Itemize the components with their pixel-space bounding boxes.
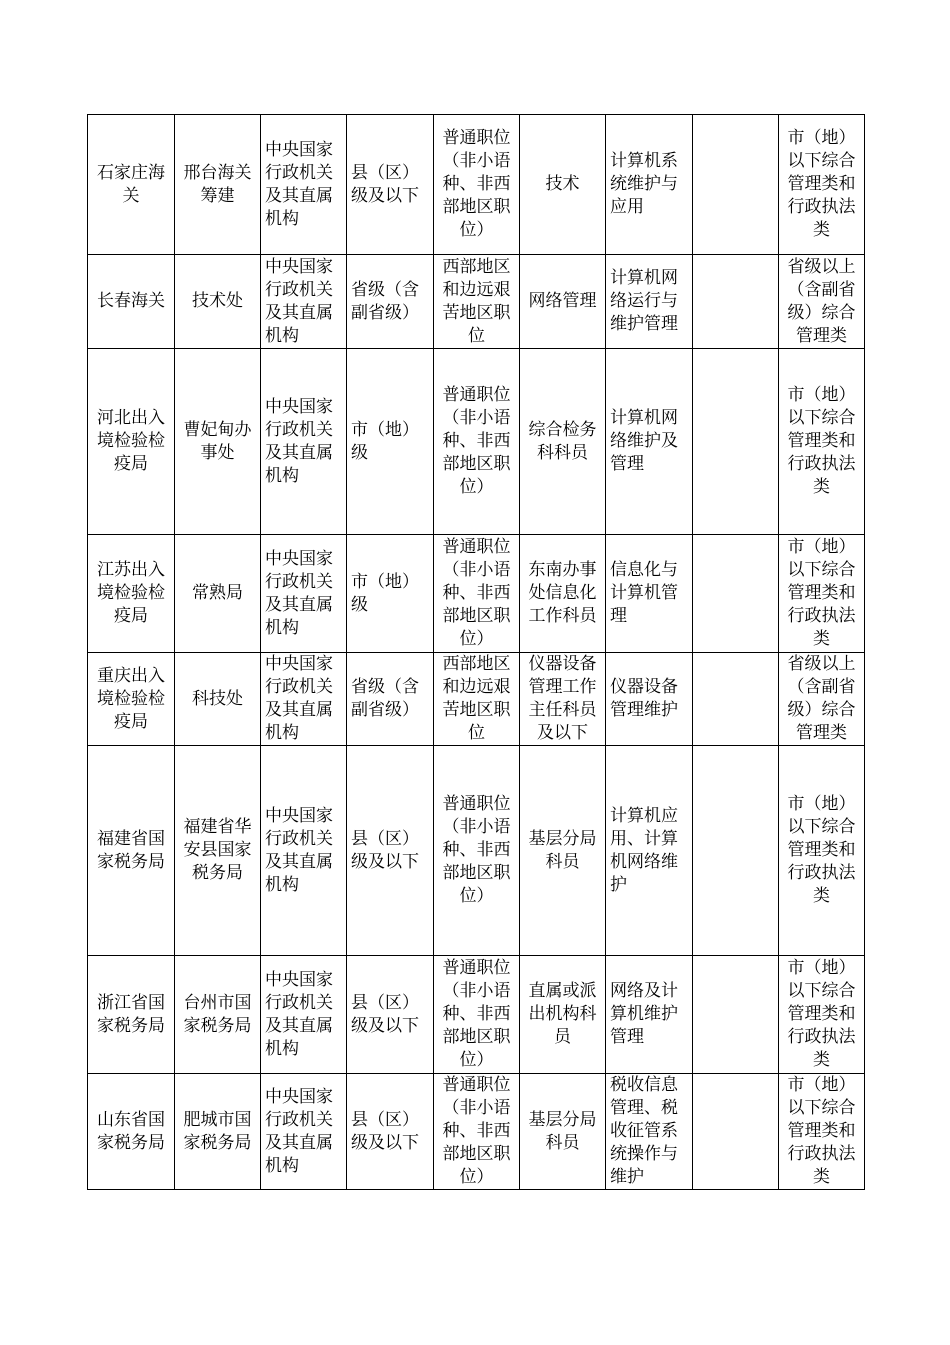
department-cell: 肥城市国家税务局 (175, 1074, 261, 1190)
blank-cell (693, 349, 779, 535)
admin-level-cell: 县（区）级及以下 (347, 956, 434, 1074)
exam-category-cell: 市（地）以下综合管理类和行政执法类 (779, 535, 865, 653)
job-description-cell: 计算机网络维护及管理 (606, 349, 693, 535)
job-description-cell: 网络及计算机维护管理 (606, 956, 693, 1074)
position-type-cell: 普通职位（非小语种、非西部地区职位） (434, 349, 520, 535)
agency-level-cell: 中央国家行政机关及其直属机构 (261, 653, 347, 746)
admin-level-cell: 市（地）级 (347, 349, 434, 535)
table-row (88, 653, 865, 746)
position-type-cell: 西部地区和边远艰苦地区职位 (434, 255, 520, 349)
admin-level-cell: 县（区）级及以下 (347, 1074, 434, 1190)
table-row (88, 349, 865, 535)
admin-level-cell: 县（区）级及以下 (347, 115, 434, 255)
position-name-cell: 技术 (520, 115, 606, 255)
table-body (88, 115, 865, 1190)
agency-level-cell: 中央国家行政机关及其直属机构 (261, 956, 347, 1074)
employer-cell: 江苏出入境检验检疫局 (88, 535, 175, 653)
exam-category-cell: 市（地）以下综合管理类和行政执法类 (779, 956, 865, 1074)
employer-cell: 河北出入境检验检疫局 (88, 349, 175, 535)
department-cell: 福建省华安县国家税务局 (175, 746, 261, 956)
table-row (88, 115, 865, 255)
exam-category-cell: 省级以上（含副省级）综合管理类 (779, 653, 865, 746)
exam-category-cell: 市（地）以下综合管理类和行政执法类 (779, 746, 865, 956)
agency-level-cell: 中央国家行政机关及其直属机构 (261, 255, 347, 349)
table-row (88, 1074, 865, 1190)
agency-level-cell: 中央国家行政机关及其直属机构 (261, 349, 347, 535)
department-cell: 曹妃甸办事处 (175, 349, 261, 535)
job-description-cell: 计算机应用、计算机网络维护 (606, 746, 693, 956)
position-name-cell: 综合检务科科员 (520, 349, 606, 535)
employer-cell: 山东省国家税务局 (88, 1074, 175, 1190)
table-row (88, 255, 865, 349)
table-row (88, 746, 865, 956)
blank-cell (693, 115, 779, 255)
admin-level-cell: 县（区）级及以下 (347, 746, 434, 956)
position-type-cell: 普通职位（非小语种、非西部地区职位） (434, 115, 520, 255)
exam-category-cell: 市（地）以下综合管理类和行政执法类 (779, 1074, 865, 1190)
table-row (88, 535, 865, 653)
position-type-cell: 西部地区和边远艰苦地区职位 (434, 653, 520, 746)
job-description-cell: 计算机系统维护与应用 (606, 115, 693, 255)
agency-level-cell: 中央国家行政机关及其直属机构 (261, 1074, 347, 1190)
department-cell: 技术处 (175, 255, 261, 349)
department-cell: 常熟局 (175, 535, 261, 653)
employer-cell: 重庆出入境检验检疫局 (88, 653, 175, 746)
position-name-cell: 直属或派出机构科员 (520, 956, 606, 1074)
exam-category-cell: 市（地）以下综合管理类和行政执法类 (779, 349, 865, 535)
blank-cell (693, 653, 779, 746)
department-cell: 邢台海关筹建 (175, 115, 261, 255)
exam-category-cell: 省级以上（含副省级）综合管理类 (779, 255, 865, 349)
position-type-cell: 普通职位（非小语种、非西部地区职位） (434, 1074, 520, 1190)
position-name-cell: 东南办事处信息化工作科员 (520, 535, 606, 653)
employer-cell: 福建省国家税务局 (88, 746, 175, 956)
position-name-cell: 网络管理 (520, 255, 606, 349)
position-name-cell: 基层分局科员 (520, 1074, 606, 1190)
admin-level-cell: 市（地）级 (347, 535, 434, 653)
department-cell: 科技处 (175, 653, 261, 746)
department-cell: 台州市国家税务局 (175, 956, 261, 1074)
job-description-cell: 税收信息管理、税收征管系统操作与维护 (606, 1074, 693, 1190)
job-description-cell: 仪器设备管理维护 (606, 653, 693, 746)
table-row (88, 956, 865, 1074)
agency-level-cell: 中央国家行政机关及其直属机构 (261, 535, 347, 653)
position-name-cell: 仪器设备管理工作主任科员及以下 (520, 653, 606, 746)
blank-cell (693, 746, 779, 956)
admin-level-cell: 省级（含副省级） (347, 653, 434, 746)
job-description-cell: 计算机网络运行与维护管理 (606, 255, 693, 349)
exam-category-cell: 市（地）以下综合管理类和行政执法类 (779, 115, 865, 255)
position-type-cell: 普通职位（非小语种、非西部地区职位） (434, 746, 520, 956)
position-type-cell: 普通职位（非小语种、非西部地区职位） (434, 956, 520, 1074)
blank-cell (693, 956, 779, 1074)
job-description-cell: 信息化与计算机管理 (606, 535, 693, 653)
blank-cell (693, 255, 779, 349)
admin-level-cell: 省级（含副省级） (347, 255, 434, 349)
agency-level-cell: 中央国家行政机关及其直属机构 (261, 115, 347, 255)
blank-cell (693, 1074, 779, 1190)
job-positions-table (87, 114, 865, 1190)
agency-level-cell: 中央国家行政机关及其直属机构 (261, 746, 347, 956)
employer-cell: 浙江省国家税务局 (88, 956, 175, 1074)
employer-cell: 石家庄海关 (88, 115, 175, 255)
position-type-cell: 普通职位（非小语种、非西部地区职位） (434, 535, 520, 653)
position-name-cell: 基层分局科员 (520, 746, 606, 956)
employer-cell: 长春海关 (88, 255, 175, 349)
blank-cell (693, 535, 779, 653)
